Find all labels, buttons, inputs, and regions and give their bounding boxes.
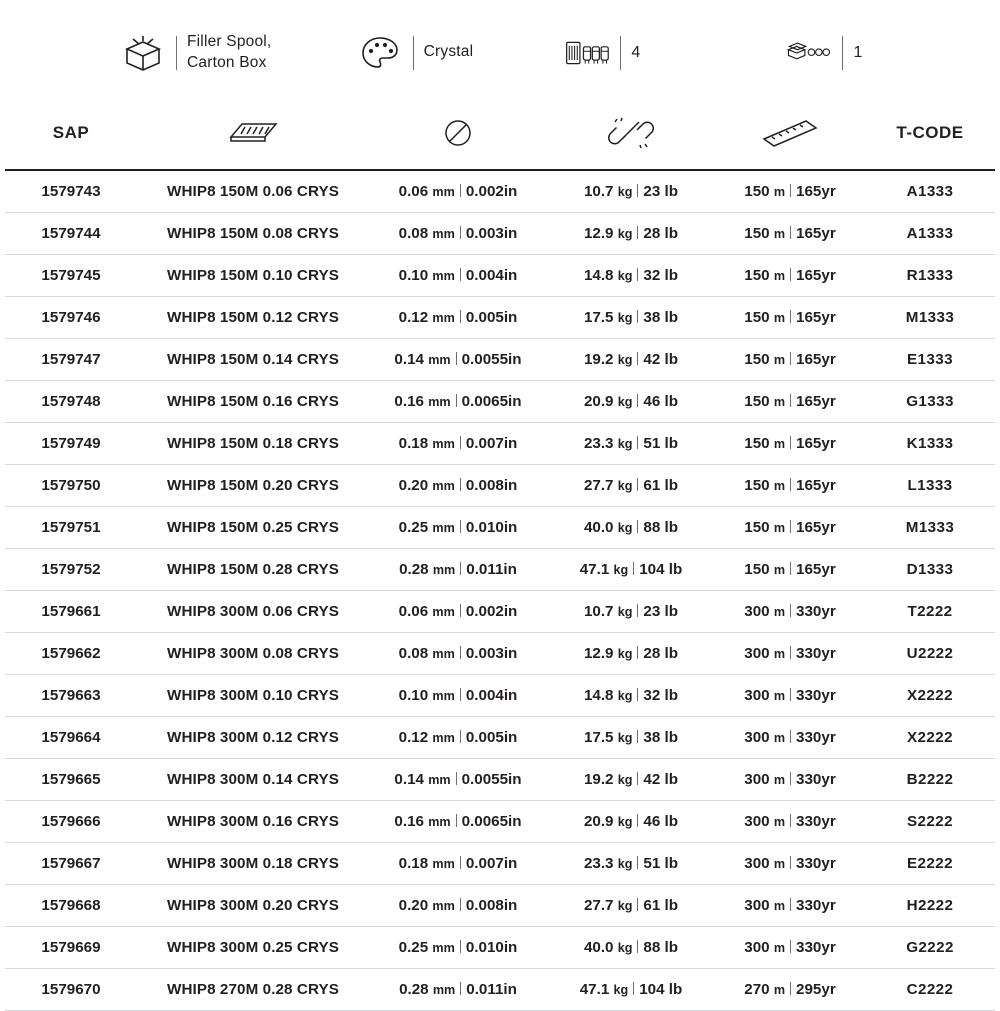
cell-sap: 1579750 (5, 464, 137, 506)
diameter-circle-icon (369, 111, 547, 155)
cell-tcode: U2222 (865, 632, 995, 674)
cell-length: 150 m 165yr (715, 338, 865, 380)
cell-tcode: G2222 (865, 926, 995, 968)
cell-separator (460, 184, 461, 197)
cell-separator (790, 772, 791, 785)
cell-tcode: L1333 (865, 464, 995, 506)
cell-separator (460, 268, 461, 281)
cell-separator (790, 352, 791, 365)
cell-diameter: 0.12 mm 0.005in (369, 716, 547, 758)
cell-separator (637, 226, 638, 239)
cell-tcode: K1333 (865, 422, 995, 464)
cell-separator (637, 856, 638, 869)
cell-tcode: A1333 (865, 212, 995, 254)
cell-length: 300 m 330yr (715, 632, 865, 674)
cell-diameter: 0.28 mm 0.011in (369, 548, 547, 590)
header-length (715, 105, 865, 170)
cell-strength: 12.9 kg 28 lb (547, 212, 715, 254)
cell-separator (637, 898, 638, 911)
info-packaging (120, 30, 357, 76)
cell-sap: 1579667 (5, 842, 137, 884)
cell-length: 300 m 330yr (715, 842, 865, 884)
header-diameter (369, 105, 547, 170)
table-row (5, 632, 995, 674)
carton-box-icon (120, 30, 166, 76)
cell-strength: 17.5 kg 38 lb (547, 296, 715, 338)
cell-length: 150 m 165yr (715, 212, 865, 254)
cell-separator (460, 688, 461, 701)
color-label: Crystal (423, 43, 474, 61)
cell-sap: 1579662 (5, 632, 137, 674)
cell-diameter: 0.20 mm 0.008in (369, 884, 547, 926)
cell-separator (460, 646, 461, 659)
table-row (5, 926, 995, 968)
cell-product-name: WHIP8 300M 0.18 CRYS (137, 842, 369, 884)
cell-diameter: 0.25 mm 0.010in (369, 926, 547, 968)
cell-length: 300 m 330yr (715, 674, 865, 716)
cell-sap: 1579752 (5, 548, 137, 590)
cell-product-name: WHIP8 150M 0.18 CRYS (137, 422, 369, 464)
cell-tcode: M1333 (865, 506, 995, 548)
cell-tcode: G1333 (865, 380, 995, 422)
cell-separator (633, 562, 634, 575)
info-color (357, 30, 565, 76)
cell-sap: 1579749 (5, 422, 137, 464)
cell-diameter: 0.06 mm 0.002in (369, 590, 547, 632)
cell-separator (460, 478, 461, 491)
table-row (5, 716, 995, 758)
cell-separator (790, 688, 791, 701)
cell-strength: 14.8 kg 32 lb (547, 254, 715, 296)
cell-tcode: X2222 (865, 674, 995, 716)
cell-separator (790, 478, 791, 491)
cell-diameter: 0.14 mm 0.0055in (369, 758, 547, 800)
cell-separator (460, 856, 461, 869)
cell-diameter: 0.25 mm 0.010in (369, 506, 547, 548)
cell-strength: 14.8 kg 32 lb (547, 674, 715, 716)
cell-strength: 17.5 kg 38 lb (547, 716, 715, 758)
table-row (5, 800, 995, 842)
cell-product-name: WHIP8 300M 0.06 CRYS (137, 590, 369, 632)
cell-separator (790, 898, 791, 911)
cell-tcode: E2222 (865, 842, 995, 884)
cell-separator (460, 520, 461, 533)
cell-separator (790, 520, 791, 533)
cell-strength: 27.7 kg 61 lb (547, 464, 715, 506)
cell-tcode: C2222 (865, 968, 995, 1010)
cell-tcode: M1333 (865, 296, 995, 338)
cell-diameter: 0.12 mm 0.005in (369, 296, 547, 338)
cell-diameter: 0.16 mm 0.0065in (369, 380, 547, 422)
table-row (5, 338, 995, 380)
cell-separator (460, 982, 461, 995)
cell-product-name: WHIP8 300M 0.25 CRYS (137, 926, 369, 968)
product-info-strip (0, 0, 1000, 105)
cell-separator (790, 856, 791, 869)
cell-separator (456, 352, 457, 365)
table-row (5, 254, 995, 296)
cell-sap: 1579661 (5, 590, 137, 632)
cell-length: 150 m 165yr (715, 422, 865, 464)
cell-separator (637, 436, 638, 449)
cell-product-name: WHIP8 300M 0.20 CRYS (137, 884, 369, 926)
cell-separator (790, 310, 791, 323)
cell-tcode: S2222 (865, 800, 995, 842)
cell-separator (790, 604, 791, 617)
cell-product-name: WHIP8 300M 0.10 CRYS (137, 674, 369, 716)
cell-separator (637, 352, 638, 365)
cell-separator (460, 310, 461, 323)
cell-tcode: B2222 (865, 758, 995, 800)
header-strength (547, 105, 715, 170)
header-product-name (137, 105, 369, 170)
cell-product-name: WHIP8 150M 0.16 CRYS (137, 380, 369, 422)
cell-separator (456, 394, 457, 407)
cell-strength: 23.3 kg 51 lb (547, 422, 715, 464)
cell-separator (790, 730, 791, 743)
cell-separator (637, 184, 638, 197)
cell-sap: 1579748 (5, 380, 137, 422)
cell-diameter: 0.10 mm 0.004in (369, 674, 547, 716)
cell-sap: 1579670 (5, 968, 137, 1010)
cell-separator (790, 562, 791, 575)
divider (413, 36, 414, 70)
cell-diameter: 0.20 mm 0.008in (369, 464, 547, 506)
cell-separator (637, 394, 638, 407)
cell-tcode: R1333 (865, 254, 995, 296)
table-header-row (5, 105, 995, 170)
cell-length: 300 m 330yr (715, 884, 865, 926)
cell-separator (790, 982, 791, 995)
table-head (5, 105, 995, 170)
cell-product-name: WHIP8 300M 0.16 CRYS (137, 800, 369, 842)
divider (842, 36, 843, 70)
cell-separator (637, 940, 638, 953)
cell-product-name: WHIP8 150M 0.12 CRYS (137, 296, 369, 338)
chain-link-icon (547, 111, 715, 155)
cell-separator (637, 520, 638, 533)
cell-strength: 12.9 kg 28 lb (547, 632, 715, 674)
cell-length: 150 m 165yr (715, 380, 865, 422)
master-carton-value: 1 (853, 43, 863, 61)
packaging-label: Filler Spool, Carton Box (187, 32, 272, 71)
table-row (5, 422, 995, 464)
divider (176, 36, 177, 70)
cell-diameter: 0.08 mm 0.003in (369, 632, 547, 674)
cell-strength: 47.1 kg 104 lb (547, 968, 715, 1010)
cell-sap: 1579743 (5, 170, 137, 212)
ruler-icon (715, 111, 865, 155)
header-tcode: T-CODE (865, 105, 995, 170)
cell-separator (637, 814, 638, 827)
cell-length: 300 m 330yr (715, 716, 865, 758)
cell-tcode: E1333 (865, 338, 995, 380)
cell-product-name: WHIP8 150M 0.28 CRYS (137, 548, 369, 590)
cell-sap: 1579668 (5, 884, 137, 926)
cell-length: 150 m 165yr (715, 506, 865, 548)
cell-strength: 19.2 kg 42 lb (547, 338, 715, 380)
table-row (5, 170, 995, 212)
cell-strength: 27.7 kg 61 lb (547, 884, 715, 926)
cell-separator (790, 268, 791, 281)
cell-length: 150 m 165yr (715, 548, 865, 590)
cell-sap: 1579664 (5, 716, 137, 758)
cell-separator (790, 814, 791, 827)
cell-separator (637, 688, 638, 701)
cell-product-name: WHIP8 150M 0.20 CRYS (137, 464, 369, 506)
cell-sap: 1579751 (5, 506, 137, 548)
stacked-boxes-icon (786, 30, 832, 76)
cell-tcode: H2222 (865, 884, 995, 926)
cell-product-name: WHIP8 300M 0.14 CRYS (137, 758, 369, 800)
label-tag-icon (137, 111, 369, 155)
cell-length: 150 m 165yr (715, 296, 865, 338)
cell-separator (460, 436, 461, 449)
cell-diameter: 0.08 mm 0.003in (369, 212, 547, 254)
info-master-carton (786, 30, 970, 76)
cell-length: 270 m 295yr (715, 968, 865, 1010)
cell-tcode: D1333 (865, 548, 995, 590)
cell-strength: 20.9 kg 46 lb (547, 380, 715, 422)
cell-strength: 10.7 kg 23 lb (547, 590, 715, 632)
cell-separator (637, 646, 638, 659)
table-row (5, 884, 995, 926)
header-sap: SAP (5, 105, 137, 170)
cell-sap: 1579663 (5, 674, 137, 716)
cell-length: 150 m 165yr (715, 254, 865, 296)
cell-separator (637, 310, 638, 323)
cell-separator (460, 940, 461, 953)
cell-diameter: 0.18 mm 0.007in (369, 422, 547, 464)
cell-product-name: WHIP8 300M 0.08 CRYS (137, 632, 369, 674)
info-packing-unit (564, 30, 786, 76)
table-row (5, 548, 995, 590)
table-row (5, 380, 995, 422)
cell-strength: 40.0 kg 88 lb (547, 506, 715, 548)
cell-length: 300 m 330yr (715, 758, 865, 800)
cell-length: 150 m 165yr (715, 170, 865, 212)
table-body (5, 170, 995, 1010)
cell-strength: 23.3 kg 51 lb (547, 842, 715, 884)
cell-separator (456, 772, 457, 785)
cell-sap: 1579746 (5, 296, 137, 338)
cell-strength: 40.0 kg 88 lb (547, 926, 715, 968)
divider (620, 36, 621, 70)
cell-product-name: WHIP8 300M 0.12 CRYS (137, 716, 369, 758)
table-row (5, 296, 995, 338)
table-row (5, 506, 995, 548)
cell-length: 300 m 330yr (715, 926, 865, 968)
cell-diameter: 0.18 mm 0.007in (369, 842, 547, 884)
table-row (5, 590, 995, 632)
cell-strength: 20.9 kg 46 lb (547, 800, 715, 842)
cell-separator (633, 982, 634, 995)
cell-diameter: 0.16 mm 0.0065in (369, 800, 547, 842)
cell-sap: 1579669 (5, 926, 137, 968)
cell-product-name: WHIP8 270M 0.28 CRYS (137, 968, 369, 1010)
cell-separator (460, 562, 461, 575)
cell-strength: 10.7 kg 23 lb (547, 170, 715, 212)
packing-unit-value: 4 (631, 43, 641, 61)
cell-product-name: WHIP8 150M 0.08 CRYS (137, 212, 369, 254)
cell-separator (637, 478, 638, 491)
cell-separator (460, 604, 461, 617)
specification-table (5, 105, 995, 1011)
cell-separator (456, 814, 457, 827)
cell-separator (790, 226, 791, 239)
cell-sap: 1579666 (5, 800, 137, 842)
cell-length: 300 m 330yr (715, 590, 865, 632)
cell-separator (790, 436, 791, 449)
cell-separator (790, 940, 791, 953)
barcode-packaging-icon (564, 30, 610, 76)
cell-sap: 1579665 (5, 758, 137, 800)
cell-separator (637, 730, 638, 743)
table-row (5, 842, 995, 884)
cell-product-name: WHIP8 150M 0.25 CRYS (137, 506, 369, 548)
cell-sap: 1579744 (5, 212, 137, 254)
cell-diameter: 0.28 mm 0.011in (369, 968, 547, 1010)
cell-diameter: 0.10 mm 0.004in (369, 254, 547, 296)
cell-diameter: 0.06 mm 0.002in (369, 170, 547, 212)
cell-sap: 1579747 (5, 338, 137, 380)
cell-product-name: WHIP8 150M 0.10 CRYS (137, 254, 369, 296)
cell-separator (637, 268, 638, 281)
cell-separator (460, 730, 461, 743)
cell-length: 300 m 330yr (715, 800, 865, 842)
cell-separator (790, 184, 791, 197)
cell-strength: 47.1 kg 104 lb (547, 548, 715, 590)
cell-separator (637, 772, 638, 785)
cell-tcode: X2222 (865, 716, 995, 758)
palette-icon (357, 30, 403, 76)
cell-tcode: T2222 (865, 590, 995, 632)
cell-separator (460, 898, 461, 911)
table-row (5, 674, 995, 716)
cell-diameter: 0.14 mm 0.0055in (369, 338, 547, 380)
cell-sap: 1579745 (5, 254, 137, 296)
cell-separator (637, 604, 638, 617)
cell-strength: 19.2 kg 42 lb (547, 758, 715, 800)
cell-tcode: A1333 (865, 170, 995, 212)
cell-separator (790, 394, 791, 407)
table-row (5, 758, 995, 800)
table-row (5, 464, 995, 506)
cell-product-name: WHIP8 150M 0.14 CRYS (137, 338, 369, 380)
table-row (5, 212, 995, 254)
cell-product-name: WHIP8 150M 0.06 CRYS (137, 170, 369, 212)
cell-separator (460, 226, 461, 239)
cell-length: 150 m 165yr (715, 464, 865, 506)
cell-separator (790, 646, 791, 659)
table-row (5, 968, 995, 1010)
